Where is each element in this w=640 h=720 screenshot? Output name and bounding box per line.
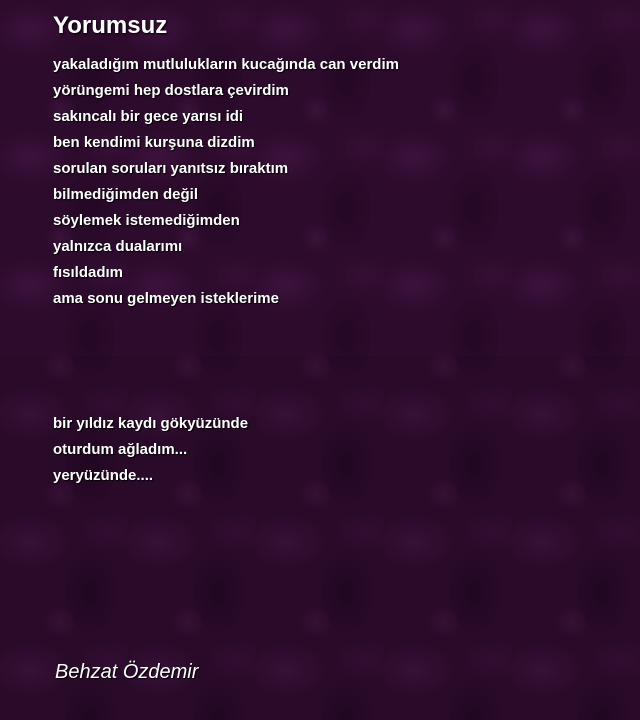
poem-line: sakıncalı bir gece yarısı idi [53, 108, 244, 125]
poem-line: bir yıldız kaydı gökyüzünde [53, 415, 249, 432]
poem-line: yörüngemi hep dostlara çevirdim [53, 82, 289, 99]
poem-line: fısıldadım [53, 264, 124, 281]
poem-line: yalnızca dualarımı [53, 238, 183, 255]
stanza-2 [53, 411, 248, 489]
poem-line: yakaladığım mutlulukların kucağında can verdim [53, 56, 399, 73]
poem-line: söylemek istemediğimden [53, 212, 240, 229]
stanza-1 [53, 52, 399, 312]
poem-line: yeryüzünde.... [53, 467, 154, 484]
poem-title: Yorumsuz [53, 12, 168, 39]
poem-line: bilmediğimden değil [53, 186, 199, 203]
poem-line: sorulan soruları yanıtsız bıraktım [53, 160, 289, 177]
poem-line: ama sonu gelmeyen isteklerime [53, 290, 279, 307]
poem-author: Behzat Özdemir [55, 661, 199, 683]
poem-line: ben kendimi kurşuna dizdim [53, 134, 255, 151]
poem-line: oturdum ağladım... [53, 441, 188, 458]
